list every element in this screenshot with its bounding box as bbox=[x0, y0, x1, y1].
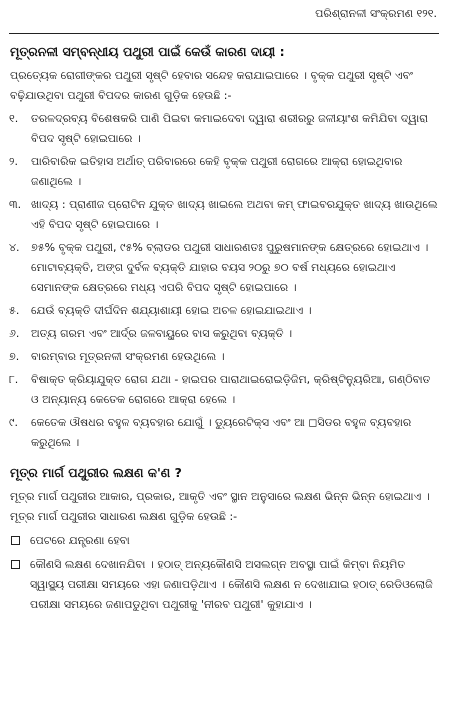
item-number: ୩. bbox=[9, 198, 22, 211]
checkbox-bullet-icon bbox=[11, 560, 20, 569]
bullet-text: ପେଟରେ ଯନ୍ତ୍ରଣା ହେବା bbox=[30, 534, 130, 547]
list-item bbox=[9, 324, 439, 344]
list-item bbox=[9, 152, 439, 192]
item-text: ଖାଦ୍ୟ : ପ୍ରାଣୀଜ ପ୍ରୋଟିନ ଯୁକ୍ତ ଖାଦ୍ୟ ଖାଇଲେ ଅଥବା କମ୍ ଫାଇବରଯୁକ୍ତ ଖାଦ୍ୟ ଖାଉଥିଲେ ଏହି ବିପଦ ସୃଷ୍ଟି ହୋଇପାରେ । bbox=[31, 198, 438, 231]
item-text: ବାରମ୍ବାର ମୂତ୍ରନଳୀ ସଂକ୍ରମଣ ହେଉଥିଲେ । bbox=[31, 350, 225, 363]
item-number: ୭. bbox=[9, 350, 20, 363]
item-text: ଯେଉଁ ବ୍ୟକ୍ତି ଦୀର୍ଘଦିନ ଶଯ୍ୟାଶାୟୀ ହୋଇ ଅଚଳ ହୋଇଯାଇଥାଏ । bbox=[31, 304, 312, 317]
list-item bbox=[9, 413, 439, 453]
list-item bbox=[9, 555, 439, 615]
list-item bbox=[9, 301, 439, 321]
list-item bbox=[9, 370, 439, 410]
item-number: ୬. bbox=[9, 327, 20, 340]
list-item bbox=[9, 109, 439, 149]
item-text: ଅତ୍ୟ ଗରମ ଏବଂ ଆର୍ଦ୍ର ଜଳବାୟୁରେ ବାସ କରୁଥିବା ବ୍ୟକ୍ତି । bbox=[31, 327, 293, 340]
section-heading-symptoms: ମୂତ୍ର ମାର୍ଗ ପଥୁରୀର ଲକ୍ଷଣ କ'ଣ ? bbox=[10, 465, 182, 480]
causes-list bbox=[9, 109, 439, 453]
item-number: ୫. bbox=[9, 304, 20, 317]
list-item bbox=[9, 347, 439, 367]
checkbox-bullet-icon bbox=[11, 536, 20, 545]
symptoms-list bbox=[9, 531, 439, 615]
item-text: କେତେକ ଔଷଧର ବହୁଳ ବ୍ୟବହାର ଯୋଗୁଁ । ଡ୍ୟୁରେଟିକ୍ସ ଏବଂ ଆ ◻ସିଡର ବହୁଳ ବ୍ୟବହାର କରୁଥିଲେ । bbox=[31, 416, 412, 449]
item-number: ୮. bbox=[9, 373, 19, 386]
list-item bbox=[9, 531, 439, 551]
symptoms-intro: ମୂତ୍ର ମାର୍ଗ ପଥୁରୀର ଆକାର, ପ୍ରକାର, ଆକୃତି ଏବଂ ସ୍ଥାନ ଅନୁସାରେ ଲକ୍ଷଣ ଭିନ୍ନ ଭିନ୍ନ ହୋଇଥାଏ । ମୂତ୍ର ମାର୍ଗ ପଥୁରୀର ସାଧାରଣ ଲକ୍ଷଣ ଗୁଡ଼ିକ ହେଉଛି :- bbox=[10, 490, 430, 523]
list-item bbox=[9, 238, 439, 298]
causes-intro: ପ୍ରତ୍ୟେକ ରୋଗୀଙ୍କର ପଥୁରୀ ସୃଷ୍ଟି ହେବାର ସନ୍ଦେହ କରାଯାଇପାରେ । ବୃକ୍କ ପଥୁରୀ ସୃଷ୍ଟି ଏବଂ ବଢ଼ିଯାଉଥିବା ପଥୁରୀ ବିପଦର କାରଣ ଗୁଡ଼ିକ ହେଉଛି :- bbox=[10, 69, 413, 102]
item-text: ପାରିବାରିକ ଇତିହାସ ଅର୍ଥାତ୍ ପରିବାରରେ କେହି ବୃକ୍କ ପଥୁରୀ ରୋଗରେ ଆକ୍ରା ହୋଇଥିବାର ଜଣାଥିଲେ । bbox=[31, 155, 403, 188]
item-number: ୪. bbox=[9, 241, 20, 254]
item-text: ବିଷାକ୍ତ କ୍ରିୟାଯୁକ୍ତ ରୋଗ ଯଥା - ହାଇପର ପାରାଥାଇରୋଇଡ଼ିଜିମ, କ୍ରିଷ୍ଟିନ୍ୟୁରିଆ, ଗଣ୍ଠିବାତ ଓ ଅନ୍ୟାନ୍ୟ କେତେକ ରୋଗରେ ଆକ୍ରା ହେଲେ । bbox=[31, 373, 431, 406]
list-item bbox=[9, 195, 439, 235]
item-text: ତରଳଦ୍ରବ୍ୟ ବିଶେଷକରି ପାଣି ପିଇବା କମାଇଦେବା ଦ୍ୱାରା ଶରୀରରୁ ଜଳୀୟାଂଶ କମିଯିବା ଦ୍ୱାରା ବିପଦ ସୃଷ୍ଟି ହୋଇପାରେ । bbox=[31, 112, 429, 145]
item-text: ୭୫% ବୃକ୍କ ପଥୁରୀ, ୯୫% ବ୍ଲାଡର ପଥୁରୀ ସାଧାରଣତଃ ପୁରୁଷମାନଙ୍କ କ୍ଷେତ୍ରରେ ହୋଇଥାଏ । ମୋଟାବ୍ୟକ୍ତି, ଅଙ୍ଗ ଦୁର୍ବଳ ବ୍ୟକ୍ତି ଯାହାର ବୟସ ୨୦ରୁ ୭୦ ବର୍ଷ ମଧ୍ୟରେ ହୋଇଥାଏ ସେମାନଙ୍କ କ୍ଷେତ୍ରରେ ମଧ୍ୟ ଏପରି ବିପଦ ସୃଷ୍ଟି ହୋଇପାରେ । bbox=[31, 241, 429, 294]
section-heading-causes: ମୂତ୍ରନଳୀ ସମ୍ବନ୍ଧୀୟ ପଥୁରୀ ପାଇଁ କେଉଁ କାରଣ ଦାୟୀ : bbox=[10, 44, 285, 59]
page-header bbox=[9, 0, 439, 34]
running-head: ପରିଶ୍ରାନଳୀ ସଂକ୍ରମଣ ୧୨୧. bbox=[315, 7, 437, 20]
item-number: ୨. bbox=[9, 155, 18, 168]
item-number: ୯. bbox=[9, 416, 18, 429]
bullet-text: କୌଣସି ଲକ୍ଷଣ ଦେଖାନଯିବା । ହଠାତ୍ ଅନ୍ୟକୌଣସି ଅସଲଗ୍ନ ଅବସ୍ଥା ପାଇଁ କିମ୍ବା ନିୟମିତ ସ୍ୱାସ୍ଥ୍ୟ ପରୀକ୍ଷା ସମୟରେ ଏହା ଜଣାପଡ଼ିଥାଏ । କୌଣସି ଲକ୍ଷଣ ନ ଦେଖାଯାଇ ହଠାତ୍ ରେଡିଓଲୋଜି ପରୀକ୍ଷା ସମୟରେ ଜଣାପଡୁଥିବା ପଥୁରୀକୁ 'ନୀରବ ପଥୁରୀ' କୁହାଯାଏ । bbox=[30, 558, 433, 611]
item-number: ୧. bbox=[9, 112, 19, 125]
